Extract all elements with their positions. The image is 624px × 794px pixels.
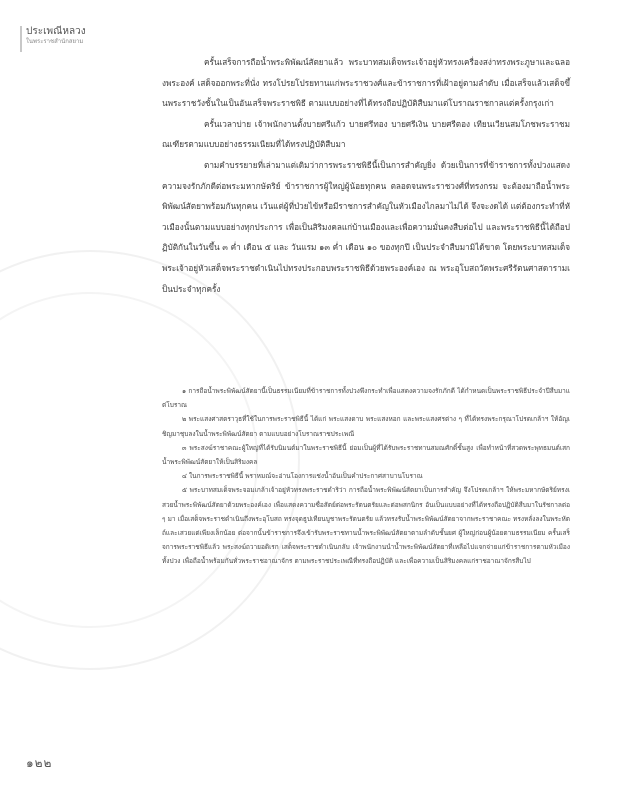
footnote: ๒ พระแสงศาสตราวุธที่ใช้ในการพระราชพิธีนี้ ได้แก่ พระแสงดาบ พระแสงหอก และพระแสงศรต่าง ๆ ที่ได้ทรงพระกรุณาโปรดเกล้าฯ ให้อัญเชิญมาชุบลงในน้ำพระพิพัฒน์สัตยา ตามแบบอย่างโบราณราชประเพณี xyxy=(162,415,570,438)
paragraph: ครั้นเสร็จการถือน้ำพระพิพัฒน์สัตยาแล้ว พระบาทสมเด็จพระเจ้าอยู่หัวทรงเครื่องสง่าทรงพระภูษาและฉลองพระองค์ เสด็จออกพระที่นั่ง ทรงโปรยโปรยทานแก่พระราชวงศ์และข้าราชการที่เฝ้าอยู่ตามลำดับ เมื่อเสร็จแล้วเสด็จขึ้นพระราชวังชั้นในเป็นอันเสร็จพระราชพิธี ตามแบบอย่างที่ได้ทรงถือปฏิบัติสืบมาแต่โบราณราชกาลแต่ครั้งกรุงเก่า xyxy=(162,57,570,109)
book-title: ประเพณีหลวง xyxy=(26,26,86,37)
footnote: ๓ พระสงฆ์ราชาคณะผู้ใหญ่ที่ได้รับนิมนต์มาในพระราชพิธีนี้ ย่อมเป็นผู้ที่ได้รับพระราชทานสมณศักดิ์ชั้นสูง เพื่อทำหน้าที่สวดพระพุทธมนต์เสกน้ำพระพิพัฒน์สัตยาให้เป็นสิริมงคล xyxy=(162,443,570,467)
book-subtitle: ในพระราชสำนักสยาม xyxy=(26,38,84,45)
page-number: ๑๒๒ xyxy=(26,756,53,770)
running-header xyxy=(0,26,130,46)
footnote: ๑ การถือน้ำพระพิพัฒน์สัตยานี้เป็นธรรมเนียมที่ข้าราชการทั้งปวงพึงกระทำเพื่อแสดงความจงรักภักดี ได้กำหนดเป็นพระราชพิธีประจำปีสืบมาแต่โบราณ xyxy=(162,387,570,410)
footnote: ๔ ในการพระราชพิธีนี้ พราหมณ์จะอ่านโองการแช่งน้ำอันเป็นคำประกาศสาบานโบราณ xyxy=(182,472,423,481)
paragraph: ครั้นเวลาบ่าย เจ้าพนักงานตั้งบายศรีแก้ว บายศรีทอง บายศรีเงิน บายศรีตอง เทียนเวียนสมโภชพระราชมณเฑียรตามแบบอย่างธรรมเนียมที่ได้ทรงปฏิบัติสืบมา xyxy=(162,118,570,150)
footnotes xyxy=(162,384,570,569)
main-text xyxy=(162,52,570,299)
paragraph: ตามคำบรรยายที่เล่ามาแต่เดิมว่าการพระราชพิธีนี้เป็นการสำคัญยิ่ง ด้วยเป็นการที่ข้าราชการทั้งปวงแสดงความจงรักภักดีต่อพระมหากษัตริย์ ข้าราชการผู้ใหญ่ผู้น้อยทุกคน ตลอดจนพระราชวงศ์ที่ทรงกรม จะต้องมาถือน้ำพระพิพัฒน์สัตยาพร้อมกันทุกคน เว้นแต่ผู้ที่ป่วยไข้หรือมีราชการสำคัญในหัวเมืองไกลมาไม่ได้ จึงจะงดได้ แต่ต้องกระทำที่หัวเมืองนั้นตามแบบอย่างทุกประการ เพื่อเป็นสิริมงคลแก่บ้านเมืองและเพื่อความมั่นคงสืบต่อไป และพระราชพิธีนี้ได้ถือปฏิบัติกันในวันขึ้น ๓ ค่ำ เดือน ๕ และ วันแรม ๑๓ ค่ำ เดือน ๑๐ ของทุกปี เป็นประจำสืบมามิได้ขาด โดยพระบาทสมเด็จพระเจ้าอยู่หัวเสด็จพระราชดำเนินไปทรงประกอบพระราชพิธีด้วยพระองค์เอง ณ พระอุโบสถวัดพระศรีรัตนศาสดารามเป็นประจำทุกครั้ง xyxy=(162,159,570,294)
header-rule xyxy=(20,26,22,52)
footnote: ๕ พระบาทสมเด็จพระจอมเกล้าเจ้าอยู่หัวทรงพระราชดำริว่า การถือน้ำพระพิพัฒน์สัตยาเป็นการสำคัญ จึงโปรดเกล้าฯ ให้พระมหากษัตริย์ทรงเสวยน้ำพระพิพัฒน์สัตยาด้วยพระองค์เอง เพื่อแสดงความซื่อสัตย์ต่อพระรัตนตรัยและต่อพสกนิกร อันเป็นแบบอย่างที่ได้ทรงถือปฏิบัติสืบมาในรัชกาลต่อ ๆ มา เมื่อเสด็จพระราชดำเนินถึงพระอุโบสถ ทรงจุดธูปเทียนบูชาพระรัตนตรัย แล้วทรงรับน้ำพระพิพัฒน์สัตยาจากพระราชาคณะ ทรงหลั่งลงในพระหัตถ์และเสวยแต่เพียงเล็กน้อย ต่อจากนั้นข้าราชการจึงเข้ารับพระราชทานน้ำพระพิพัฒน์สัตยาตามลำดับชั้นยศ ผู้ใหญ่ก่อนผู้น้อยตามธรรมเนียม ครั้นเสร็จการพระราชพิธีแล้ว พระสงฆ์ถวายอดิเรก เสด็จพระราชดำเนินกลับ เจ้าพนักงานนำน้ำพระพิพัฒน์สัตยาที่เหลือไปแจกจ่ายแก่ข้าราชการตามหัวเมืองทั้งปวง เพื่อถือน้ำพร้อมกันทั่วพระราชอาณาจักร ตามพระราชประเพณีที่ทรงถือปฏิบัติ และเพื่อความเป็นสิริมงคลแก่ราชอาณาจักรสืบไป xyxy=(162,486,570,566)
